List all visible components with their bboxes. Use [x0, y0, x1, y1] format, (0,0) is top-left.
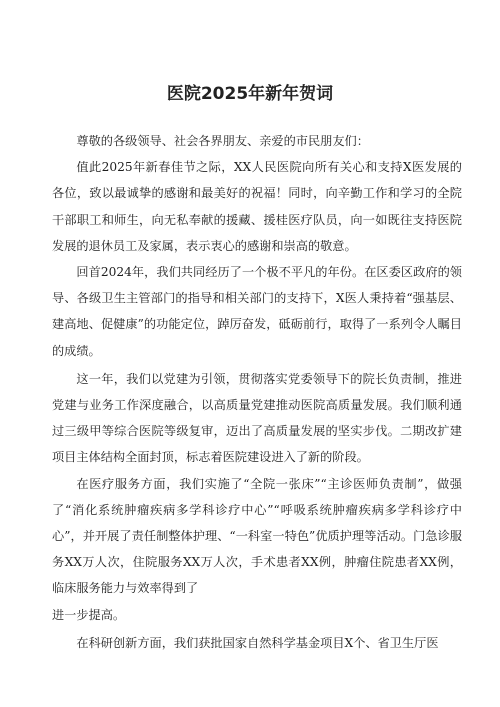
medical-service-paragraph: 在医疗服务方面，我们实施了“全院一张床”“主诊医师负责制”，做强了“消化系统肿瘤疾病多学科诊疗中心”“呼吸系统肿瘤疾病多学科诊疗中心”，并开展了责任制整体护理、“一科室一特色”优质护理等活动。门急诊服务XX万人次，住院服务XX万人次，手术患者XX例，肿瘤住院患者XX例，临床服务能力与效率得到了 [52, 476, 462, 596]
research-paragraph: 在科研创新方面，我们获批国家自然科学基金项目X个、省卫生厅医 [76, 635, 439, 650]
document-body [52, 128, 462, 656]
review-2024-paragraph: 回首2024年，我们共同经历了一个极不平凡的年份。在区委区政府的领导、各级卫生主管部门的指导和相关部门的支持下，X医人秉持着“强基层、建高地、促健康”的功能定位，踔厉奋发，砥砺前行，取得了一系列令人瞩目的成绩。 [52, 265, 462, 358]
salutation-paragraph: 尊敬的各级领导、社会各界朋友、亲爱的市民朋友们： [76, 134, 369, 148]
party-building-paragraph: 这一年，我们以党建为引领，贯彻落实党委领导下的院长负责制，推进党建与业务工作深度融合，以高质量党建推动医院高质量发展。我们顺利通过三级甲等综合医院等级复审，迈出了高质量发展的坚实步伐。二期改扩建项目主体结构全面封顶，标志着医院建设进入了新的阶段。 [52, 371, 462, 465]
document-title: 医院2025年新年贺词 [166, 84, 334, 104]
medical-service-paragraph-tail: 进一步提高。 [52, 607, 126, 622]
greeting-paragraph: 值此2025年新春佳节之际，XX人民医院向所有关心和支持X医发展的各位，致以最诚挚的感谢和最美好的祝福！同时，向辛勤工作和学习的全院干部职工和师生，向无私奉献的援藏、援桂医疗队员，向一如既往支持医院发展的退休员工及家属，表示衷心的感谢和崇高的敬意。 [52, 160, 462, 253]
